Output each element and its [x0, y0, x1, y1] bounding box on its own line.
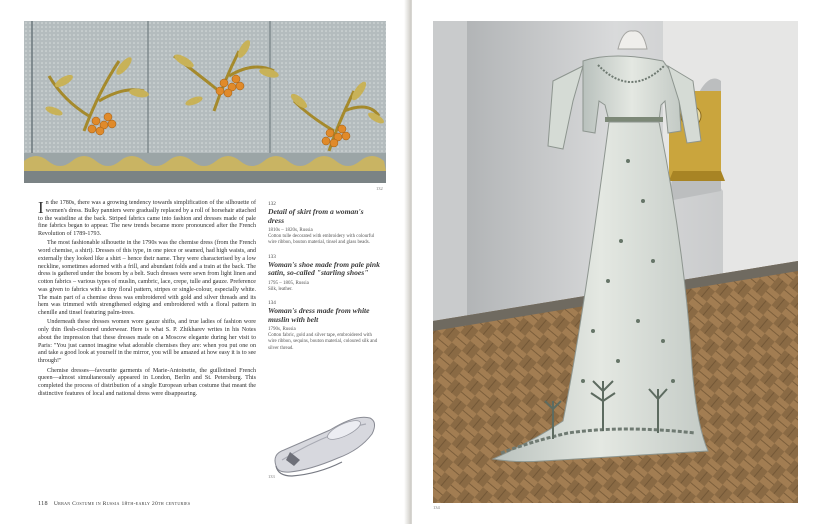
caption-date: 1810s – 1820s, Russia	[268, 228, 313, 234]
caption-132	[268, 201, 380, 247]
muslin-dress-photo	[433, 21, 798, 503]
left-page	[0, 0, 408, 524]
body-text	[38, 200, 256, 400]
satin-shoe-photo	[268, 400, 380, 482]
paragraph-4: Chemise dresses—favourite garments of Marie-Antoinette, the guillotined French queen—almost simultaneously appeared in London, Berlin and St. Petersburg. This completed the process of distribution of a single European urban costume that meant the distinctive features of local and national dress were disappearing.	[38, 367, 256, 397]
caption-title: Detail of skirt from a woman's dress	[268, 207, 364, 225]
paragraph-3: Underneath these dresses women wore gauze shifts, and true ladies of fashion wore only thin flesh-coloured underwear. Here is what S. P. Zhikharev writes in his Notes about the impression that these dresses made on a Moscow elegante during her visit to Paris: "You just cannot imagine what adorable chemises they are: when you put one on and take a good look at yourself in the mirror, you will be amazed at how easy it is to see through!"	[38, 319, 256, 365]
caption-description: Cotton fabric, gold and silver tape, embroidered with wire ribbon, sequins, bouton material, coloured silk and silver thread.	[268, 333, 378, 351]
captions-column	[268, 201, 380, 359]
caption-133	[268, 254, 380, 293]
caption-number: 133	[268, 253, 276, 260]
dress-illustration	[433, 21, 798, 503]
page-number: 118	[38, 500, 48, 507]
caption-title: Woman's shoe made from pale pink satin, so-called "starling shoes"	[268, 259, 380, 278]
embroidery-illustration	[24, 21, 386, 183]
caption-number: 134	[268, 299, 276, 306]
page-footer	[38, 500, 190, 507]
running-title: Urban Costume in Russia 18th-early 20th centuries	[53, 501, 191, 507]
paragraph-2: The most fashionable silhouette in the 1790s was the chemise dress (from the French word chemise, a shirt). Dresses of this type, in one piece or seamed, had high waists, and externally they looked like a shirt – hence their name. They were characterised by a low neckline, sometimes adorned with a frill, and abundant folds and a train at the back. The dress is gathered under the bosom by a belt. Such dresses were sewn from light linen and cotton fabrics – various types of muslin, cambric, lace, crepe, tulle and gauze. Preference was given to fabrics with a tiny floral pattern, stripes or single-colour, especially white. The main part of a chemise dress was embroidered with gold and silver threads and its hem was trimmed with strengthened edging and embroidered with a floral pattern in chenille and tinsel featuring palm-trees.	[38, 240, 256, 317]
photo-number-134: 134	[433, 505, 440, 510]
paragraph-1-text: n the 1780s, there was a growing tendency towards simplification of the silhouette of women's dress. Bulky panniers were gradually replaced by a roll of horsehair attached to the waistline at the back. Striped fabrics came into fashion and dresses made of pale fine fabrics began to appear. The new trends became more pronounced after the French Revolution of 1789-1793.	[38, 200, 256, 237]
shoe-illustration	[268, 400, 380, 482]
embroidered-skirt-photo	[24, 21, 386, 183]
caption-date: 1795 – 1805, Russia	[268, 280, 309, 286]
photo-number-132: 132	[376, 186, 383, 191]
caption-number: 132	[268, 201, 276, 207]
caption-title: Woman's dress made from white muslin with belt	[268, 305, 370, 324]
dropcap: I	[38, 198, 44, 217]
right-page	[412, 0, 820, 524]
caption-description: Cotton tulle decorated with embroidery with colourful wire ribbon, bouton material, tinsel and glass beads.	[268, 234, 375, 246]
caption-description: Silk, leather.	[268, 286, 293, 292]
photo-number-133: 133	[268, 474, 275, 479]
caption-134	[268, 300, 380, 352]
caption-date: 1790s, Russia	[268, 327, 296, 333]
paragraph-1	[38, 200, 256, 239]
